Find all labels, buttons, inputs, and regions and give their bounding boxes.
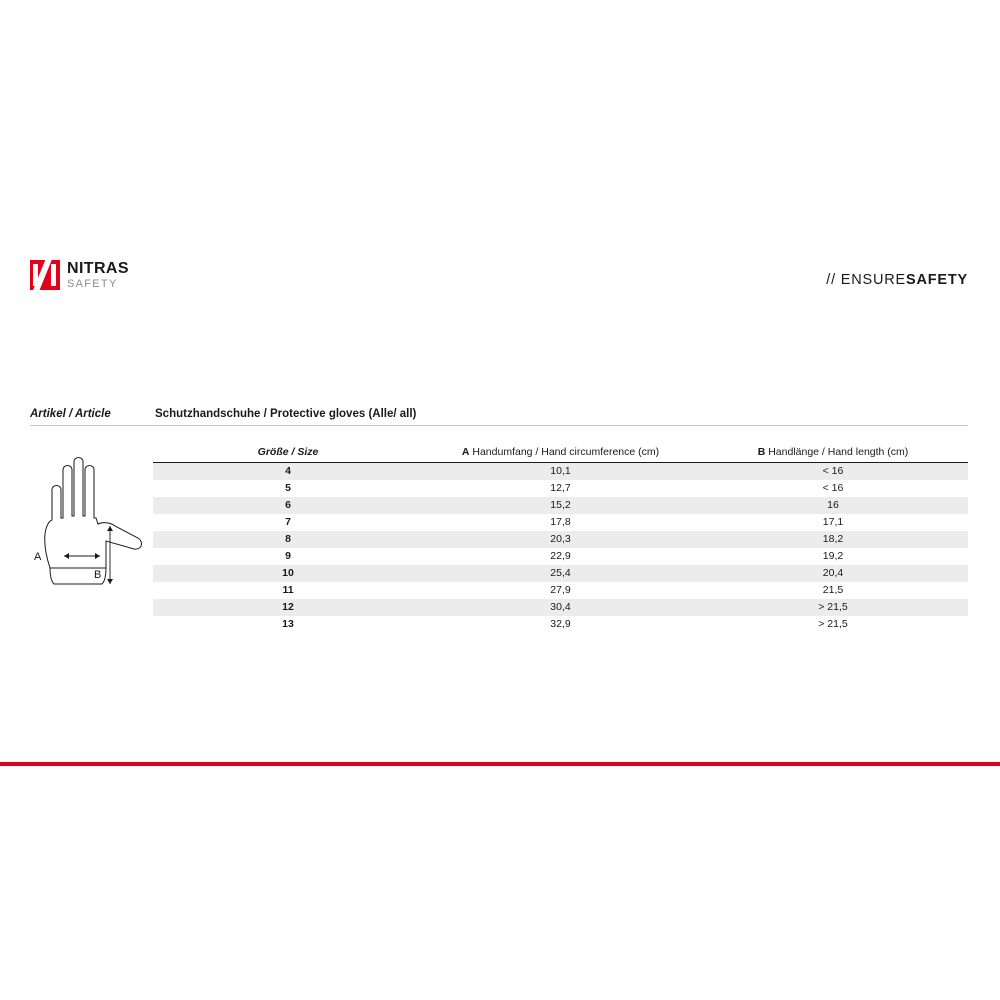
- cell-circumference: 30,4: [550, 601, 571, 613]
- cell-size: 9: [285, 550, 291, 562]
- table-row: [153, 480, 968, 497]
- cell-length: 17,1: [822, 516, 844, 528]
- glove-measurement-diagram: [20, 438, 170, 628]
- brand-logo-text: [67, 260, 129, 290]
- size-table-body: [153, 463, 968, 634]
- cell-size: 10: [282, 567, 294, 579]
- cell-length: 19,2: [822, 550, 844, 562]
- table-header-row: [153, 443, 968, 463]
- article-value: Schutzhandschuhe / Protective gloves (Alle/ all): [155, 408, 417, 420]
- table-row: [153, 548, 968, 565]
- column-header-size: Größe / Size: [153, 443, 423, 463]
- cell-size: 8: [285, 533, 291, 545]
- cell-size: 12: [282, 601, 294, 613]
- cell-circumference: 32,9: [550, 618, 571, 630]
- brand-claim-light: ENSURE: [840, 272, 906, 288]
- cell-circumference: 17,8: [550, 516, 571, 528]
- nitras-n-logo-icon: [30, 260, 60, 290]
- cell-size: 7: [285, 516, 291, 528]
- brand-name: NITRAS: [67, 260, 129, 277]
- cell-size: 6: [285, 499, 291, 511]
- article-label: Artikel / Article: [30, 408, 111, 420]
- table-row: [153, 582, 968, 599]
- table-row: [153, 599, 968, 616]
- page-header: [0, 255, 1000, 315]
- column-header-length: [698, 443, 968, 463]
- cell-length: < 16: [822, 465, 844, 477]
- table-row: [153, 531, 968, 548]
- cell-length: 21,5: [822, 584, 844, 596]
- brand-logo: [30, 260, 129, 290]
- cell-size: 11: [282, 584, 294, 596]
- cell-circumference: 25,4: [550, 567, 571, 579]
- footer-accent-rule: [0, 762, 1000, 766]
- figure-label-a: A: [34, 551, 42, 563]
- cell-length: > 21,5: [818, 601, 848, 613]
- cell-length: 16: [827, 499, 839, 511]
- cell-size: 13: [282, 618, 294, 630]
- table-row: [153, 514, 968, 531]
- cell-length: 18,2: [822, 533, 844, 545]
- column-header-circumference: [423, 443, 698, 463]
- table-row: [153, 463, 968, 481]
- brand-claim-bold: SAFETY: [906, 272, 968, 288]
- size-table-head: [153, 443, 968, 463]
- size-table: [153, 443, 968, 633]
- cell-circumference: 22,9: [550, 550, 571, 562]
- cell-circumference: 15,2: [550, 499, 571, 511]
- cell-circumference: 27,9: [550, 584, 571, 596]
- article-row: [30, 408, 968, 426]
- cell-length: > 21,5: [818, 618, 848, 630]
- brand-claim-prefix: //: [826, 272, 841, 288]
- cell-length: < 16: [822, 482, 844, 494]
- column-header-length-text: Handlänge / Hand length (cm): [765, 446, 909, 458]
- cell-circumference: 12,7: [550, 482, 571, 494]
- figure-label-b: B: [94, 569, 102, 581]
- cell-size: 5: [285, 482, 291, 494]
- column-header-circumference-letter: A: [461, 446, 470, 458]
- table-row: [153, 565, 968, 582]
- table-row: [153, 616, 968, 633]
- cell-length: 20,4: [822, 567, 844, 579]
- table-row: [153, 497, 968, 514]
- column-header-circumference-text: Handumfang / Hand circumference (cm): [469, 446, 660, 458]
- column-header-length-letter: B: [757, 446, 766, 458]
- cell-circumference: 20,3: [550, 533, 571, 545]
- cell-circumference: 10,1: [550, 465, 571, 477]
- brand-subtitle: SAFETY: [67, 278, 118, 290]
- cell-size: 4: [285, 465, 291, 477]
- brand-claim: [826, 272, 968, 288]
